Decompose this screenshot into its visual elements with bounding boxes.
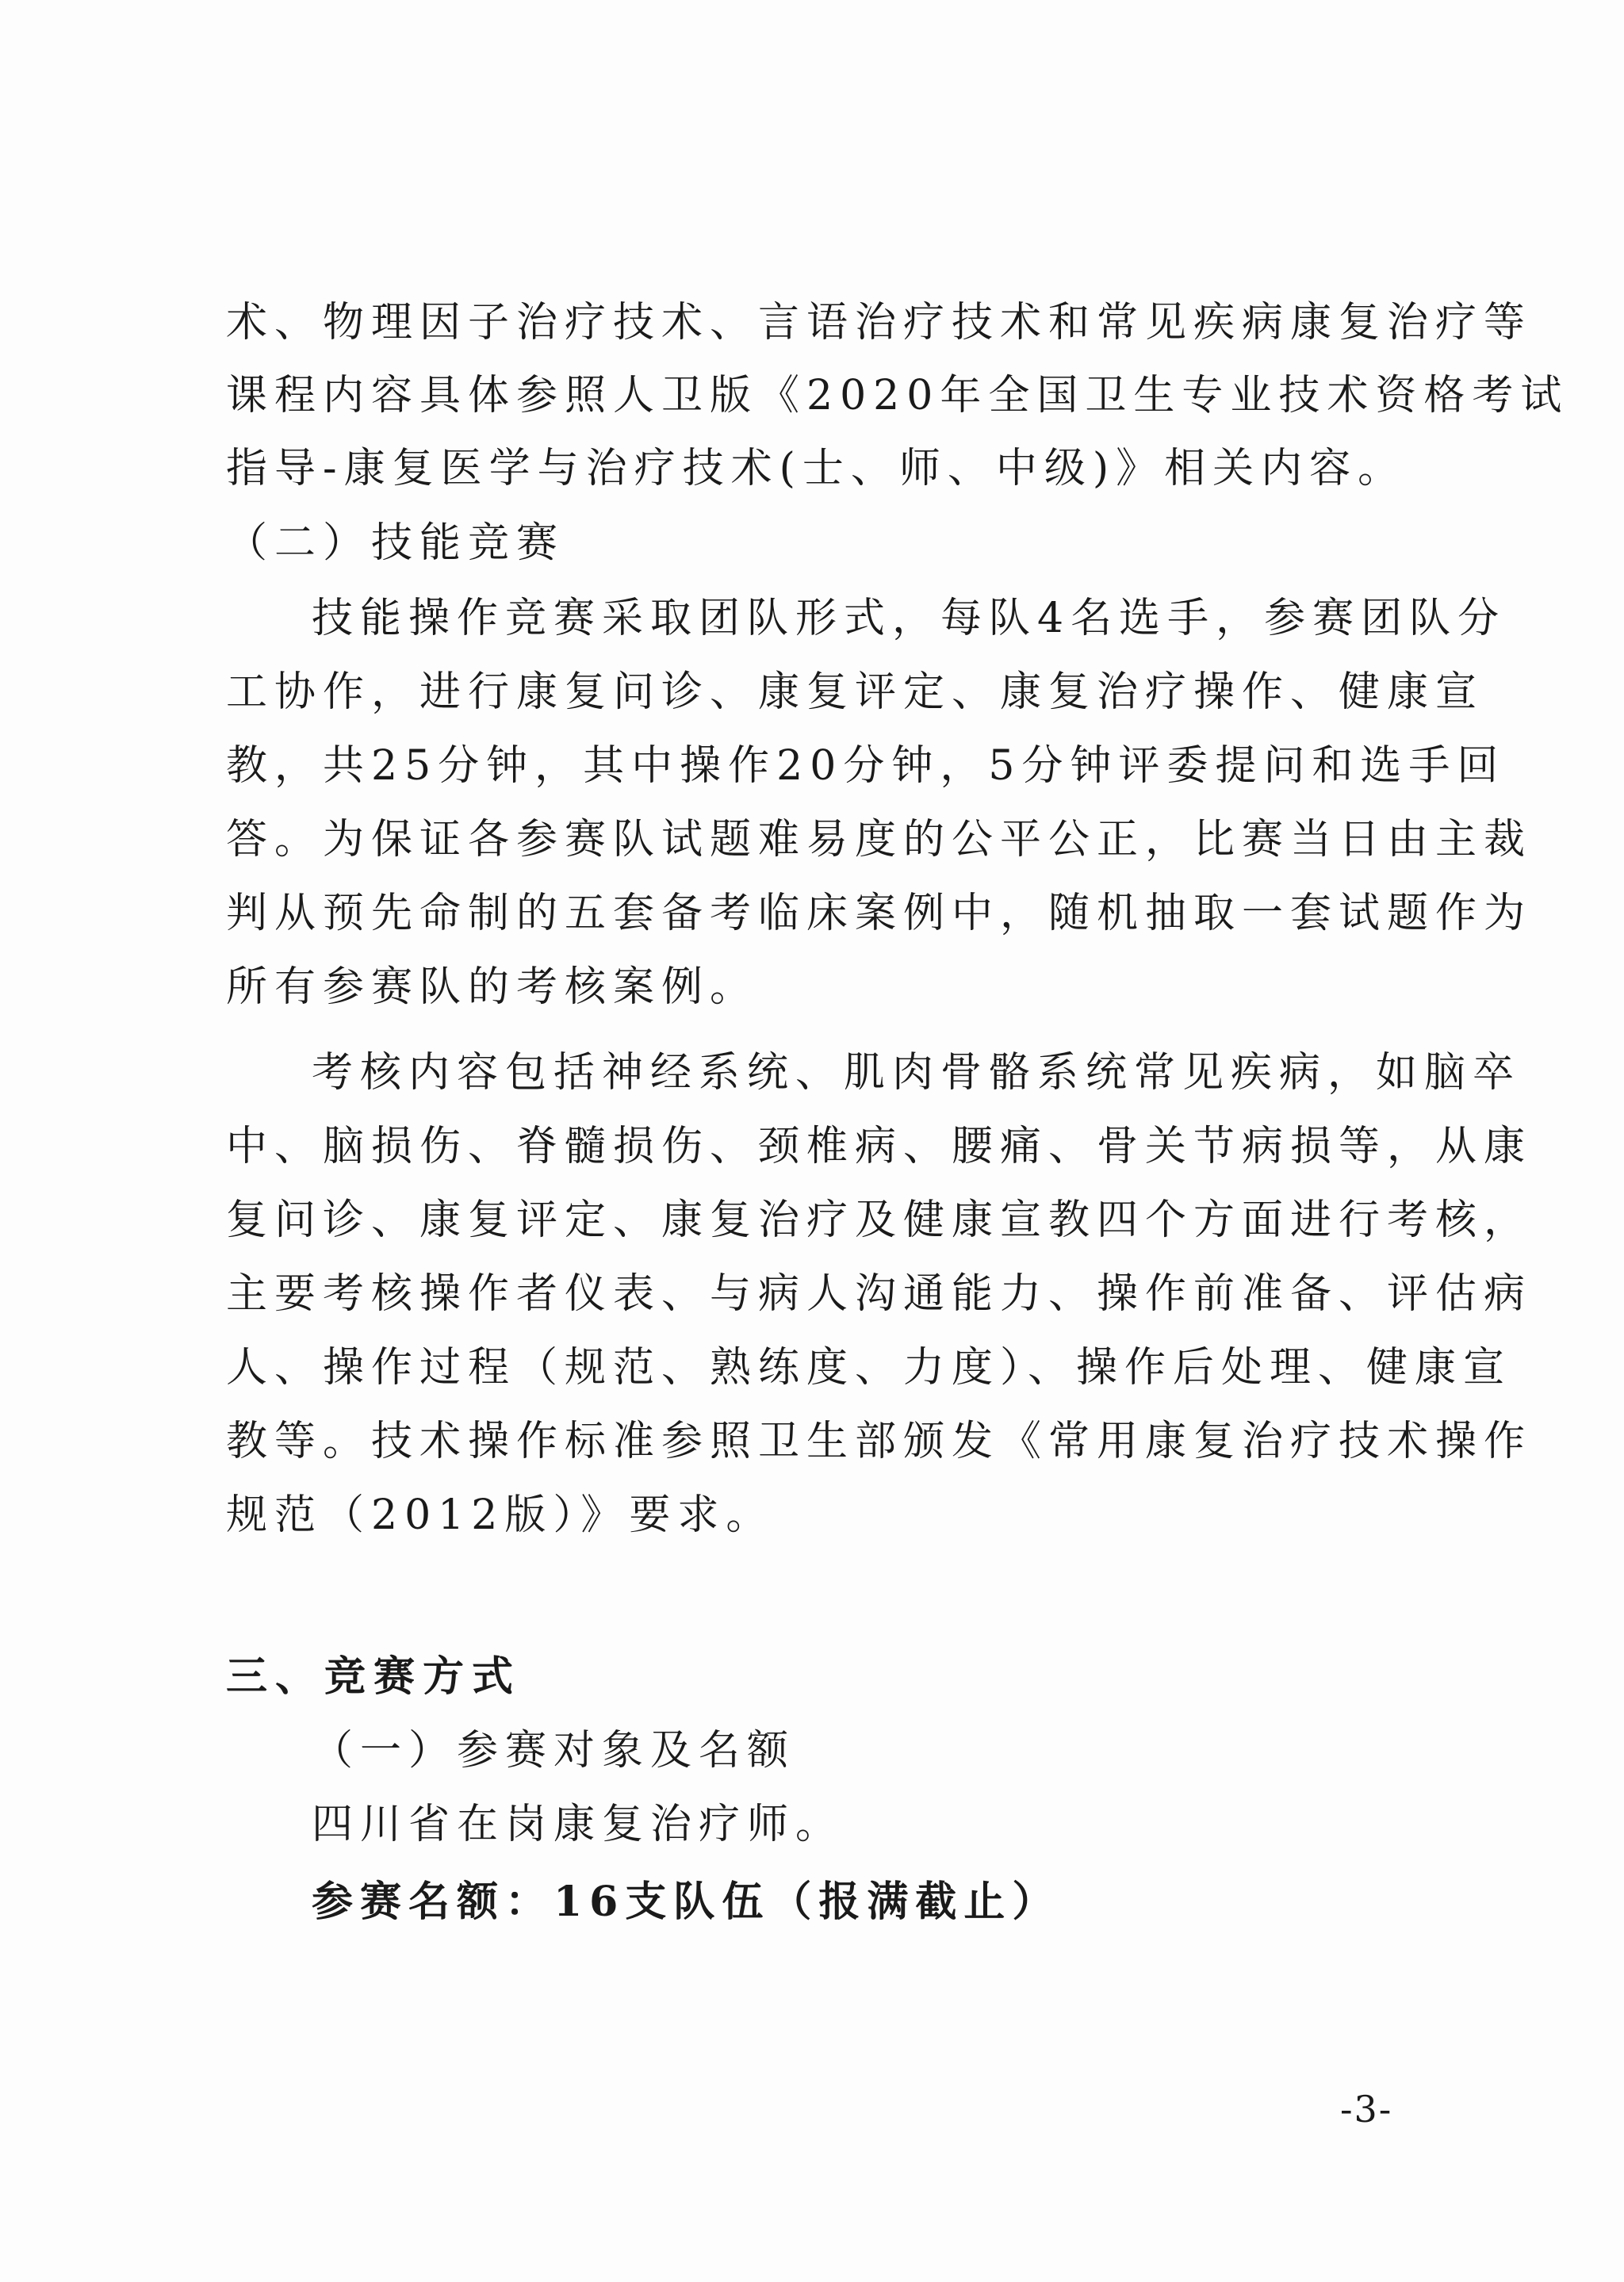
- paragraph-line: 四川省在岗康复治疗师。: [312, 1801, 845, 1848]
- paragraph-line: 指导-康复医学与治疗技术(士、师、中级)》相关内容。: [226, 445, 1407, 492]
- paragraph-line: 工协作，进行康复问诊、康复评定、康复治疗操作、健康宣: [226, 668, 1484, 716]
- section-heading-competition-method: 三、竞赛方式: [226, 1652, 522, 1701]
- paragraph-line: 中、脑损伤、脊髓损伤、颈椎病、腰痛、骨关节病损等，从康: [226, 1123, 1533, 1170]
- paragraph-line: 复问诊、康复评定、康复治疗及健康宣教四个方面进行考核，: [226, 1197, 1533, 1244]
- subsection-heading-participants: （一）参赛对象及名额: [312, 1727, 796, 1775]
- paragraph-line: 所有参赛队的考核案例。: [226, 963, 759, 1011]
- paragraph-line: 判从预先命制的五套备考临床案例中，随机抽取一套试题作为: [226, 890, 1533, 937]
- paragraph-line: 技能操作竞赛采取团队形式，每队4名选手，参赛团队分: [312, 595, 1507, 642]
- paragraph-line: 人、操作过程（规范、熟练度、力度）、操作后处理、健康宣: [226, 1344, 1512, 1392]
- paragraph-line: 主要考核操作者仪表、与病人沟通能力、操作前准备、评估病: [226, 1270, 1533, 1318]
- page-number: -3-: [1340, 2088, 1393, 2131]
- subsection-heading-skills: （二）技能竞赛: [226, 519, 565, 567]
- paragraph-line: 答。为保证各参赛队试题难易度的公平公正，比赛当日由主裁: [226, 816, 1533, 863]
- paragraph-line: 规范（2012版）》要求。: [226, 1491, 775, 1539]
- paragraph-line: 术、物理因子治疗技术、言语治疗技术和常见疾病康复治疗等: [226, 299, 1533, 347]
- paragraph-line: 教，共25分钟，其中操作20分钟，5分钟评委提问和选手回: [226, 742, 1506, 790]
- quota-line: 参赛名额：16支队伍（报满截止）: [312, 1878, 1061, 1926]
- paragraph-line: 教等。技术操作标准参照卫生部颁发《常用康复治疗技术操作: [226, 1418, 1533, 1465]
- paragraph-line: 课程内容具体参照人卫版《2020年全国卫生专业技术资格考试: [226, 372, 1569, 419]
- paragraph-line: 考核内容包括神经系统、肌肉骨骼系统常见疾病，如脑卒: [312, 1049, 1522, 1097]
